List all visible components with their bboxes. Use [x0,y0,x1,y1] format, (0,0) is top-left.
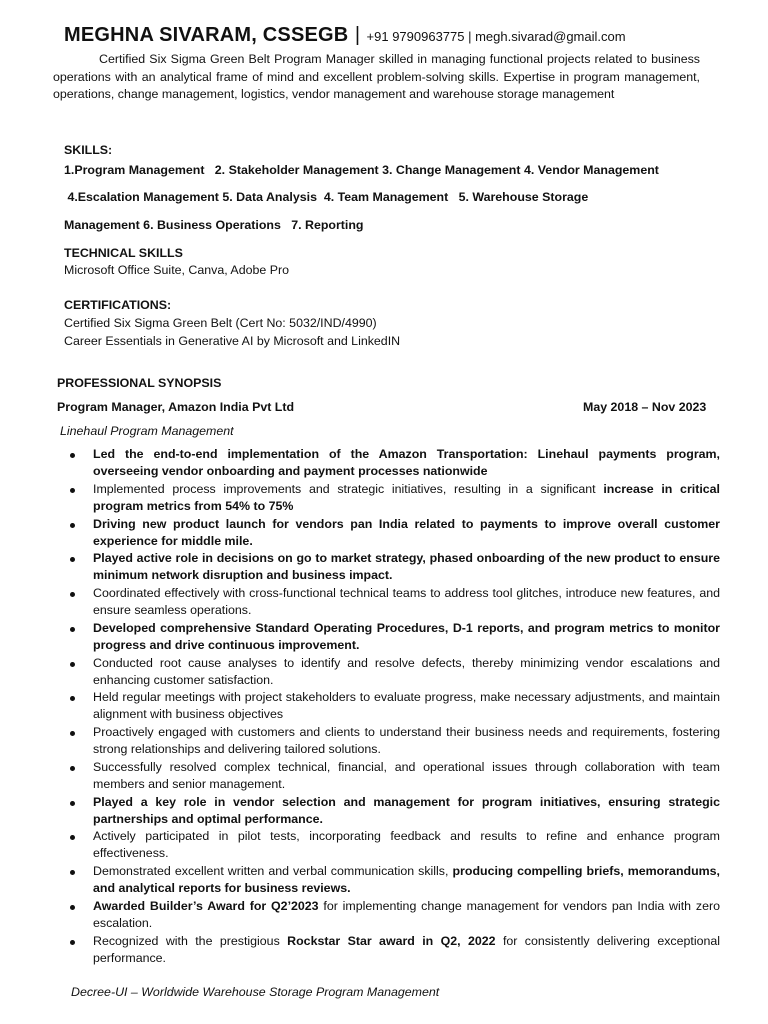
job-dates: May 2018 – Nov 2023 [583,400,707,414]
list-item: Awarded Builder’s Award for Q2’2023 for implementing change management for vendors pan India with zero escalation. [70,898,720,932]
candidate-name: MEGHNA SIVARAM, CSSEGB [64,24,349,46]
list-item: Led the end-to-end implementation of the Amazon Transportation: Linehaul payments program, overseeing vendor onboarding and payment processes nationwide [70,446,720,480]
next-role-title: Decree-UI – Worldwide Warehouse Storage Program Management [71,985,440,999]
bullet-icon [70,592,75,597]
bullet-icon [70,835,75,840]
list-item: Conducted root cause analyses to identify and resolve defects, thereby minimizing vendor escalations and enhancing customer satisfaction. [70,655,720,689]
bullet-icon [70,905,75,910]
bullet-icon [70,940,75,945]
skills-line: 4.Escalation Management 5. Data Analysis 4. Team Management 5. Warehouse Storage [64,190,589,204]
list-item: Played a key role in vendor selection and management for program initiatives, ensuring strategic partnerships and optimal performance. [70,794,720,828]
skills-heading: SKILLS: [64,143,113,157]
list-item: Demonstrated excellent written and verbal communication skills, producing compelling briefs, memorandums, and analytical reports for business reviews. [70,863,720,897]
certification-item: Career Essentials in Generative AI by Microsoft and LinkedIN [64,334,401,348]
certifications-heading: CERTIFICATIONS: [64,298,172,312]
bullet-icon [70,523,75,528]
resume-header [64,24,626,47]
job-subrole: Linehaul Program Management [60,424,234,438]
bullet-icon [70,453,75,458]
bullet-icon [70,801,75,806]
skills-line: Management 6. Business Operations 7. Reporting [64,218,364,232]
certification-item: Certified Six Sigma Green Belt (Cert No: 5032/IND/4990) [64,316,377,330]
list-item: Successfully resolved complex technical, financial, and operational issues through collaboration with team members and senior management. [70,759,720,793]
list-item: Recognized with the prestigious Rockstar Star award in Q2, 2022 for consistently delivering exceptional performance. [70,933,720,967]
bullet-icon [70,662,75,667]
list-item: Coordinated effectively with cross-functional technical teams to address tool glitches, introduce new features, and ensure seamless operations. [70,585,720,619]
list-item: Played active role in decisions on go to market strategy, phased onboarding of the new product to ensure minimum network disruption and business impact. [70,550,720,584]
list-item: Proactively engaged with customers and clients to understand their business needs and requirements, fostering strong relationships and delivering tailored solutions. [70,724,720,758]
list-item: Actively participated in pilot tests, incorporating feedback and results to refine and enhance program effectiveness. [70,828,720,862]
list-item: Implemented process improvements and strategic initiatives, resulting in a significant increase in critical program metrics from 54% to 75% [70,481,720,515]
list-item: Held regular meetings with project stakeholders to evaluate progress, make necessary adjustments, and maintain alignment with business objectives [70,689,720,723]
profile-summary: Certified Six Sigma Green Belt Program Manager skilled in managing functional projects related to business operations with an analytical frame of mind and excellent problem-solving skills. Expertise in program management, operations, change management, logistics, vendor management and warehouse storage management [53,52,700,101]
bullet-icon [70,766,75,771]
contact-info: +91 9790963775 | megh.sivarad@gmail.com [366,29,626,44]
bullet-icon [70,870,75,875]
list-item: Driving new product launch for vendors pan India related to payments to improve overall customer experience for middle mile. [70,516,720,550]
bullet-icon [70,488,75,493]
bullet-icon [70,557,75,562]
skills-line: 1.Program Management 2. Stakeholder Management 3. Change Management 4. Vendor Management [64,163,659,177]
list-item: Developed comprehensive Standard Operating Procedures, D-1 reports, and program metrics to monitor progress and drive continuous improvement. [70,620,720,654]
bullet-icon [70,627,75,632]
bullet-icon [70,731,75,736]
bullet-icon [70,696,75,701]
job-role: Program Manager, Amazon India Pvt Ltd [57,400,295,414]
technical-skills-text: Microsoft Office Suite, Canva, Adobe Pro [64,263,289,277]
synopsis-heading: PROFESSIONAL SYNOPSIS [57,376,222,390]
header-separator: | [354,24,361,46]
technical-skills-heading: TECHNICAL SKILLS [64,246,183,260]
